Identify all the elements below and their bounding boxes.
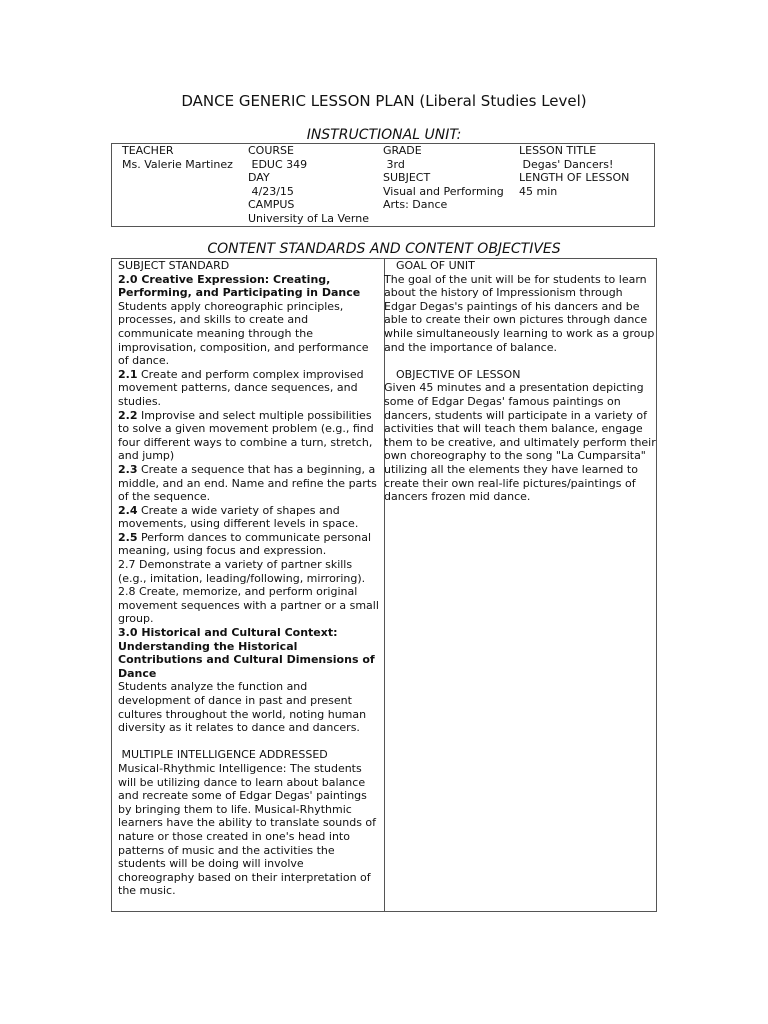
lesson-title-cell [519,144,629,198]
length-label: LENGTH OF LESSON [519,171,630,185]
multiple-intelligence-text: Musical-Rhythmic Intelligence: The students will be utilizing dance to learn about balance and recreate some of Edgar Degas' paintings by bringing them to life. Musical-Rhythmic learners have the ability to translate sounds of nature or those created in one's head into patterns of music and the activities the students will be doing will involve choreography based on their interpretation of the music. [118,761,377,898]
teacher-label: TEACHER [122,144,174,157]
standard-2-1: 2.1 Create and perform complex improvised movement patterns, dance sequences, and studies. [118,367,364,408]
standard-2-8: 2.8 Create, memorize, and perform original movement sequences with a partner or a small group. [118,585,379,626]
objective-text: Given 45 minutes and a presentation depicting some of Edgar Degas' famous paintings on dancers, students will participate in a variety of activities that will teach them balance, engage them to be creative, and ultimately perform their own choreography to the song "La Cumparsita" utilizing all the elements they have learned to create their own real-life pictures/paintings of dancers frozen mid dance. [384,381,656,504]
instructional-unit-heading: INSTRUCTIONAL UNIT: [306,127,462,143]
campus-value: University of La Verne [248,211,369,225]
day-label: DAY [248,171,270,185]
goal-text: The goal of the unit will be for students to learn about the history of Impressionism through Edgar Degas's paintings of his dancers and be able to create their own pictures through dance while simultaneously learning to work as a group and the importance of balance. [384,272,655,354]
length-value: 45 min [519,184,558,198]
standards-heading: CONTENT STANDARDS AND CONTENT OBJECTIVES [207,241,561,257]
lesson-info-table [111,143,655,227]
teacher-cell [122,144,233,171]
standard-3-0-heading: 3.0 Historical and Cultural Context: Understanding the Historical Contributions and Cultural Dimensions of Dance [118,626,375,680]
standards-table [111,258,657,912]
standard-2-4: 2.4 Create a wide variety of shapes and movements, using different levels in space. [118,503,359,531]
standard-2-5: 2.5 Perform dances to communicate personal meaning, using focus and expression. [118,530,372,558]
standard-2-0-text: Students apply choreographic principles, processes, and skills to create and communicate meaning through the improvisation, composition, and performance of dance. [118,299,369,368]
teacher-value: Ms. Valerie Martinez [122,157,233,171]
standard-2-0-heading: 2.0 Creative Expression: Creating, Performing, and Participating in Dance [118,272,361,300]
goal-label: GOAL OF UNIT [396,259,475,272]
grade-cell [383,144,504,212]
objective-label: OBJECTIVE OF LESSON [396,367,521,381]
lesson-title-label: LESSON TITLE [519,144,597,157]
course-value: EDUC 349 [248,157,308,171]
standard-2-3: 2.3 Create a sequence that has a beginning, a middle, and an end. Name and refine the parts of the sequence. [118,462,377,504]
course-cell [248,144,369,226]
multiple-intelligence-label: MULTIPLE INTELLIGENCE ADDRESSED [118,748,328,762]
course-label: COURSE [248,144,294,157]
day-value: 4/23/15 [248,184,294,198]
standard-2-7: 2.7 Demonstrate a variety of partner skills (e.g., imitation, leading/following, mirroring). [118,558,366,585]
grade-value: 3rd [383,157,405,171]
campus-label: CAMPUS [248,198,295,212]
subject-label: SUBJECT [383,171,431,185]
subject-standard-label: SUBJECT STANDARD [118,259,230,272]
grade-label: GRADE [383,144,422,157]
subject-value-2: Arts: Dance [383,198,448,212]
subject-value-1: Visual and Performing [383,184,504,198]
page-title: DANCE GENERIC LESSON PLAN (Liberal Studies Level) [181,92,587,110]
lesson-title-value: Degas' Dancers! [519,157,614,171]
subject-standard-column [118,259,380,898]
goals-column [384,259,658,504]
standard-3-0-text: Students analyze the function and development of dance in past and present cultures throughout the world, noting human diversity as it relates to dance and dancers. [118,680,367,735]
standard-2-2: 2.2 Improvise and select multiple possibilities to solve a given movement problem (e.g., find four different ways to combine a turn, stretch, and jump) [118,408,374,463]
